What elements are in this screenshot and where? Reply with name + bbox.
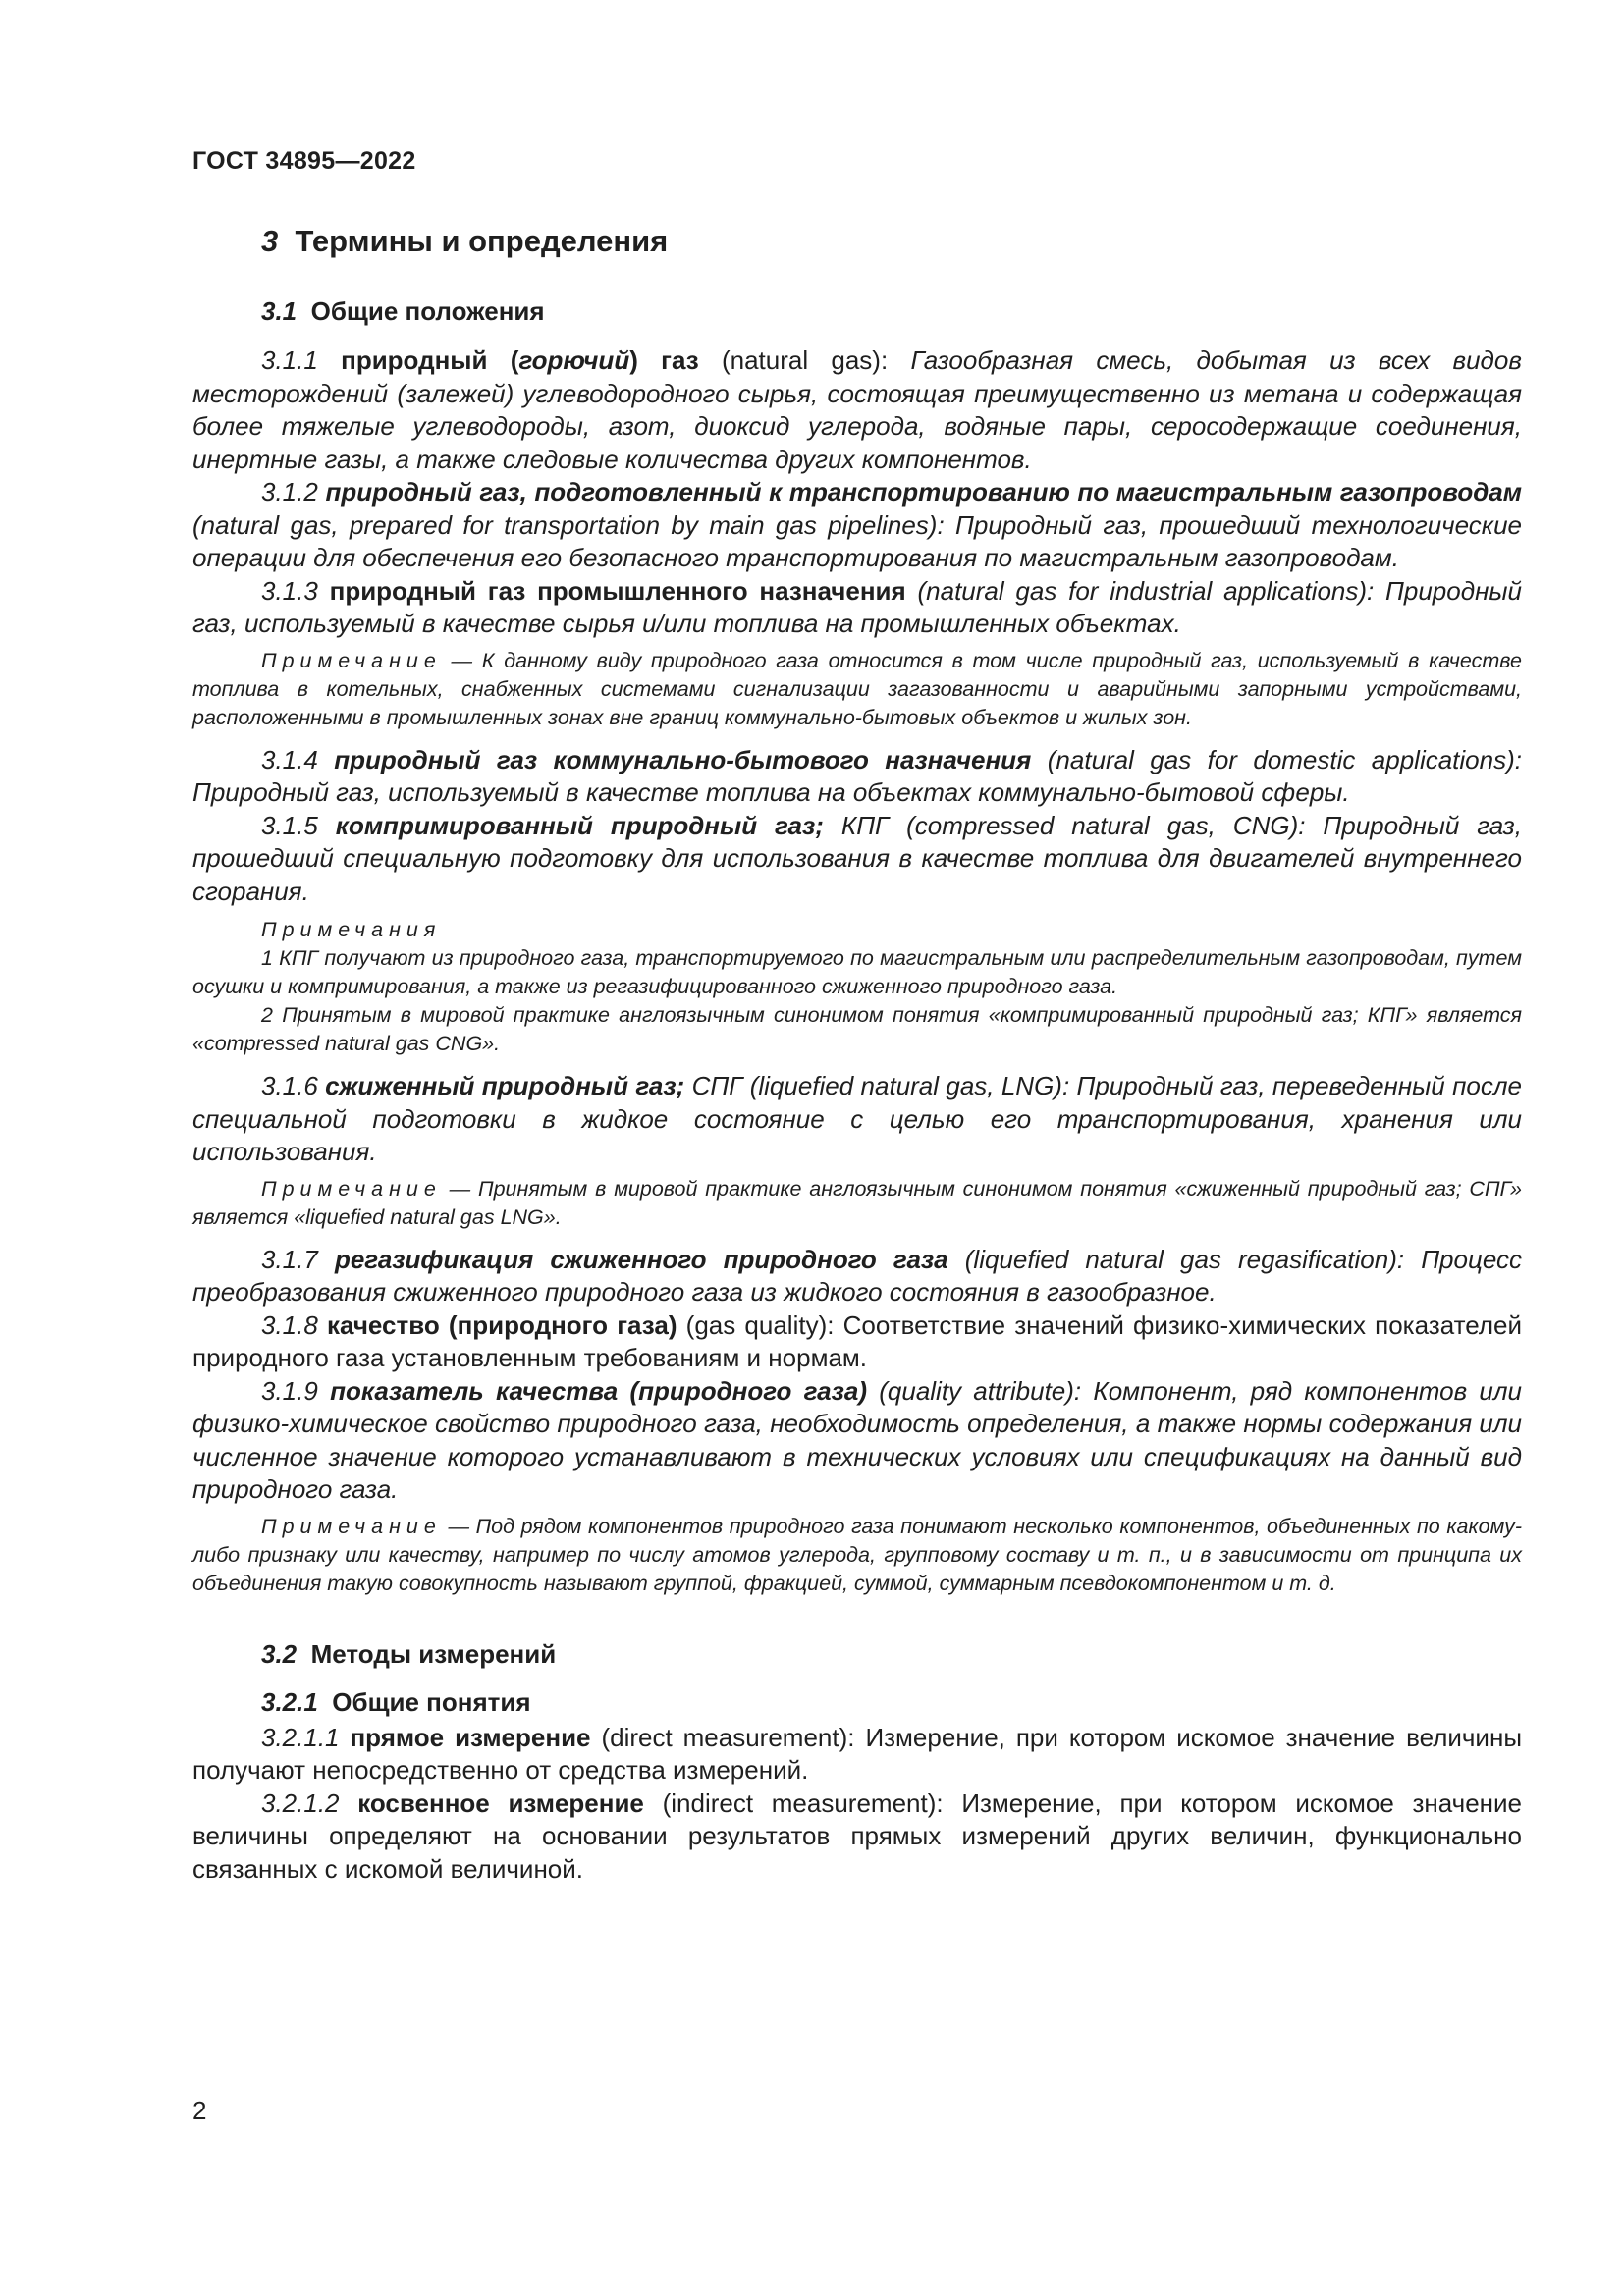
note — [192, 1513, 1522, 1598]
term-text: Природный газ, прошедший специальную подготовку для использования в качестве топлива для двигателей внутреннего сгорания. — [192, 810, 1522, 906]
notes-block — [192, 916, 1522, 1058]
term-text: Природный газ, прошедший технологические операции для обеспечения его безопасного транспортирования по магистральным газопроводам. — [192, 509, 1522, 572]
term-name: прямое измерение — [350, 1722, 591, 1752]
page-number: 2 — [192, 2096, 207, 2125]
term-definition — [192, 1070, 1522, 1169]
subsection-title — [261, 1639, 1522, 1670]
term-text: Природный газ, переведенный после специальной подготовки в жидкое состояние с целью его транспортирования, хранения или использования. — [192, 1071, 1522, 1166]
note-item: 2 Принятым в мировой практике англоязычным синонимом понятия «компримированный природный газ; КПГ» является «compressed natural gas CNG». — [192, 1003, 1522, 1055]
term-number: 3.1.6 — [261, 1071, 318, 1100]
subsubsection-title — [261, 1687, 1522, 1718]
term-definition — [192, 1788, 1522, 1887]
term-name: природный газ коммунально-бытового назначения — [334, 744, 1032, 774]
note — [192, 647, 1522, 732]
term-number: 3.2.1.1 — [261, 1722, 340, 1752]
notes-label: Примечания — [261, 918, 442, 941]
term-name: природный (горючий) газ — [341, 346, 699, 375]
note-text: — К данному виду природного газа относится в том числе природный газ, используемый в качестве топлива в котельных, снабженных системами сигнализации загазованности и аварийными запорными устройствами, расположенными в промышленных зонах вне границ коммунально-бытовых объектов и жилых зон. — [192, 648, 1522, 729]
section-title — [261, 224, 1522, 259]
term-definition — [192, 744, 1522, 810]
subsection-title-text: Методы измерений — [310, 1638, 557, 1669]
term-number: 3.2.1.2 — [261, 1788, 340, 1818]
subsubsection-title-text: Общие понятия — [332, 1686, 531, 1717]
term-text: Природный газ, используемый в качестве топлива на объектах коммунально-бытовой сферы. — [192, 777, 1350, 807]
term-text: Соответствие значений физико-химических показателей природного газа установленным требованиям и нормам. — [192, 1309, 1522, 1372]
term-number: 3.1.2 — [261, 477, 318, 507]
term-english: (indirect measurement): — [643, 1788, 962, 1818]
document-header: ГОСТ 34895—2022 — [192, 147, 416, 175]
term-name: показатель качества (природного газа) — [330, 1375, 867, 1406]
term-text: Газообразная смесь, добытая из всех видов месторождений (залежей) углеводородного сырья, состоящая преимущественно из метана и содержащая более тяжелые углеводороды, азот, диоксид углерода, водяные пары, серосодержащие соединения, инертные газы, а также следовые количества других компонентов. — [192, 346, 1522, 474]
term-definition — [192, 345, 1522, 476]
term-number: 3.1.1 — [261, 346, 318, 375]
term-english: (gas quality): — [677, 1309, 843, 1340]
term-english: КПГ (compressed natural gas, CNG): — [823, 810, 1324, 840]
note-label: Примечание — [261, 648, 442, 672]
term-english: (natural gas): — [698, 346, 911, 375]
term-name: природный газ промышленного назначения — [329, 575, 906, 606]
subsection-number: 3.2 — [261, 1638, 298, 1669]
term-number: 3.1.3 — [261, 575, 318, 606]
note — [192, 1175, 1522, 1232]
term-number: 3.1.5 — [261, 810, 318, 840]
note-item: 1 КПГ получают из природного газа, транспортируемого по магистральным или распределительным газопроводам, путем осушки и компримирования, а также из регазифицированного сжиженного природного газа. — [192, 946, 1522, 998]
term-english: (quality attribute): — [866, 1375, 1094, 1406]
term-number: 3.1.9 — [261, 1375, 318, 1406]
term-english: СПГ (liquefied natural gas, LNG): — [684, 1071, 1077, 1100]
term-definition — [192, 810, 1522, 909]
term-definition — [192, 1722, 1522, 1788]
section-title-text: Термины и определения — [295, 224, 669, 258]
term-definition — [192, 575, 1522, 641]
term-name: регазификация сжиженного природного газа — [334, 1244, 948, 1274]
term-definition — [192, 1244, 1522, 1309]
term-text: Измерение, при котором искомое значение величины определяют на основании результатов прямых измерений других величин, функционально связанных с искомой величиной. — [192, 1788, 1522, 1884]
term-english: (natural gas for industrial applications): — [905, 575, 1386, 606]
term-number: 3.1.8 — [261, 1309, 318, 1340]
note-label: Примечание — [261, 1514, 442, 1538]
term-number: 3.1.4 — [261, 744, 318, 774]
term-text: Процесс преобразования сжиженного природного газа из жидкого состояния в газообразное. — [192, 1244, 1523, 1307]
term-english: (direct measurement): — [590, 1722, 866, 1752]
term-definition — [192, 1375, 1522, 1507]
subsubsection-number: 3.2.1 — [261, 1686, 318, 1717]
term-name: компримированный природный газ; — [335, 810, 824, 840]
subsection-title — [261, 296, 1522, 327]
section-number: 3 — [261, 224, 279, 258]
note-label: Примечание — [261, 1176, 442, 1201]
note-text: — Принятым в мировой практике англоязычным синонимом понятия «сжиженный природный газ; СПГ» является «liquefied natural gas LNG». — [192, 1176, 1522, 1229]
term-definition — [192, 1309, 1522, 1375]
term-name: качество (природного газа) — [327, 1309, 677, 1340]
term-definition — [192, 476, 1522, 575]
page-content — [192, 224, 1522, 1886]
term-english: (natural gas, prepared for transportation by main gas pipelines): — [192, 509, 956, 540]
term-name: сжиженный природный газ; — [325, 1071, 685, 1100]
term-text: Измерение, при котором искомое значение величины получают непосредственно от средства измерений. — [192, 1722, 1523, 1785]
term-english: (liquefied natural gas regasification): — [947, 1244, 1422, 1274]
term-text: Природный газ, используемый в качестве сырья и/или топлива на промышленных объектах. — [192, 575, 1522, 638]
term-name: природный газ, подготовленный к транспортированию по магистральным газопроводам — [325, 477, 1522, 507]
term-english: (natural gas for domestic applications): — [1031, 744, 1522, 774]
term-name: косвенное измерение — [357, 1788, 644, 1818]
subsection-number: 3.1 — [261, 296, 298, 326]
term-text: Компонент, ряд компонентов или физико-химическое свойство природного газа, необходимость определения, а также нормы содержания или численное значение которого устанавливают в технических условиях или спецификациях на данный вид природного газа. — [192, 1375, 1523, 1504]
note-text: — Под рядом компонентов природного газа понимают несколько компонентов, объединенных по какому-либо признаку или качеству, например по числу атомов углерода, групповому составу и т. п., и в зависимости от принципа их объединения такую совокупность называют группой, фракцией, суммой, суммарным псевдокомпонентом и т. д. — [192, 1514, 1522, 1595]
subsection-title-text: Общие положения — [310, 296, 545, 326]
term-number: 3.1.7 — [261, 1244, 318, 1274]
